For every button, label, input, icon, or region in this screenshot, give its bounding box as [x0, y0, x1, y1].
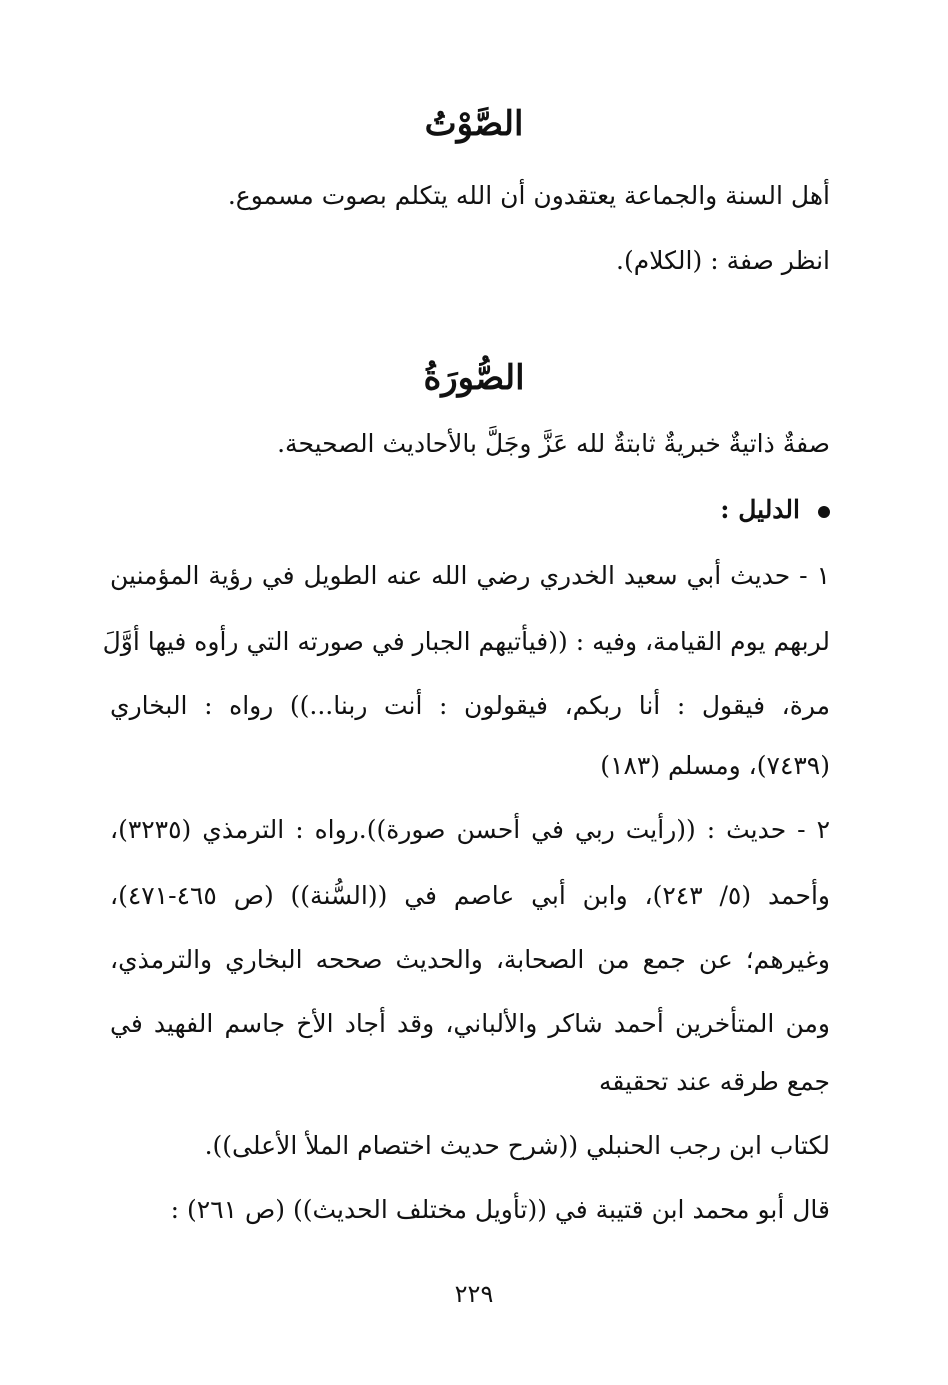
- paragraph-2-line-3: وغيرهم؛ عن جمع من الصحابة، والحديث صححه البخاري والترمذي،: [110, 945, 830, 974]
- evidence-heading: [720, 490, 830, 530]
- section-title-sound: الصَّوْتُ: [424, 104, 524, 144]
- paragraph-2-line-6: لكتاب ابن رجب الحنبلي ((شرح حديث اختصام الملأ الأعلى)).: [204, 1131, 830, 1160]
- evidence-label: الدليل :: [720, 495, 800, 524]
- paragraph-2-line-4: ومن المتأخرين أحمد شاكر والألباني، وقد أجاد الأخ جاسم الفهيد في: [110, 1009, 830, 1038]
- sound-line-1: أهل السنة والجماعة يعتقدون أن الله يتكلم بصوت مسموع.: [227, 181, 830, 210]
- paragraph-1-line-3: مرة، فيقول : أنا ربكم، فيقولون : أنت ربنا...)) رواه : البخاري: [110, 691, 830, 720]
- paragraph-1-line-4: (٧٤٣٩)، ومسلم (١٨٣): [600, 751, 830, 780]
- quote-intro-line: قال أبو محمد ابن قتيبة في ((تأويل مختلف الحديث)) (ص ٢٦١) :: [170, 1195, 830, 1224]
- paragraph-2-line-5: جمع طرقه عند تحقيقه: [598, 1067, 830, 1096]
- paragraph-2-line-2: وأحمد (٥/ ٢٤٣)، وابن أبي عاصم في ((السُّنة)) (ص ٤٦٥-٤٧١)،: [110, 881, 830, 910]
- paragraph-1-line-1: ١ - حديث أبي سعيد الخدري رضي الله عنه الطويل في رؤية المؤمنين: [110, 561, 830, 590]
- page-number: ٢٢٩: [454, 1280, 494, 1308]
- paragraph-2-line-1: ٢ - حديث : ((رأيت ربي في أحسن صورة)).رواه : الترمذي (٣٢٣٥)،: [110, 815, 830, 844]
- image-intro-line: صفةٌ ذاتيةٌ خبريةٌ ثابتةٌ لله عَزَّ وجَلَّ بالأحاديث الصحيحة.: [277, 429, 830, 458]
- bullet-dot-icon: [818, 506, 830, 518]
- section-title-image: الصُّورَةُ: [423, 358, 525, 398]
- sound-line-2: انظر صفة : (الكلام).: [616, 246, 830, 275]
- paragraph-1-line-2: لربهم يوم القيامة، وفيه : ((فيأتيهم الجبار في صورته التي رأوه فيها أوَّلَ: [102, 627, 830, 656]
